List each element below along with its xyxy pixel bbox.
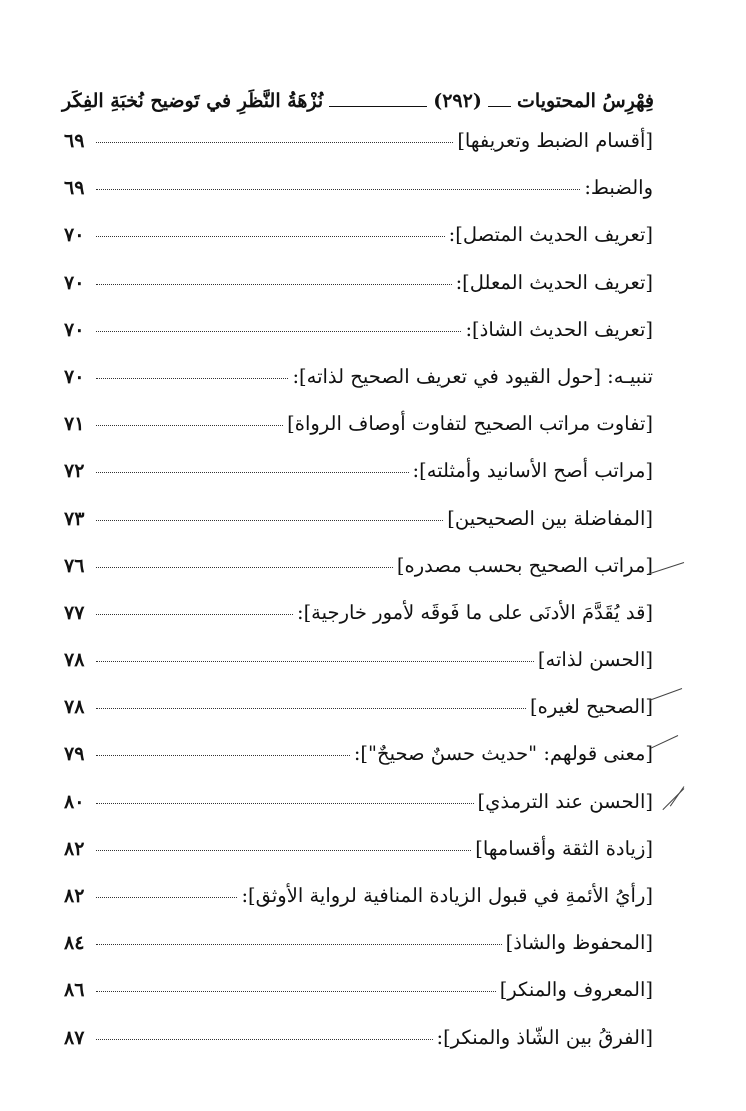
toc-entry xyxy=(64,742,653,789)
toc-entry xyxy=(64,459,653,506)
dot-leader xyxy=(96,236,445,237)
entry-title: [معنى قولهم: "حديث حسنٌ صحيحٌ"]: xyxy=(353,742,653,766)
entry-title: [المعروف والمنكر] xyxy=(499,978,653,1002)
book-title: نُزْهَةُ النَّظَرِ في تَوضيح نُخبَةِ الفِكَر xyxy=(62,90,324,112)
entry-page-number: ٧٦ xyxy=(64,554,85,577)
entry-title: [الفرقُ بين الشّاذ والمنكر]: xyxy=(436,1025,653,1049)
toc-entry xyxy=(64,1026,653,1073)
entry-page-number: ٧٠ xyxy=(64,271,85,294)
dot-leader xyxy=(96,850,471,851)
entry-title: [مراتب الصحيح بحسب مصدره] xyxy=(396,553,653,577)
header-rule-left xyxy=(329,106,427,107)
entry-page-number: ٧٠ xyxy=(64,318,85,341)
entry-title: [المحفوظ والشاذ] xyxy=(505,931,653,955)
dot-leader xyxy=(96,755,350,756)
section-title: فِهْرِسُ المحتويات xyxy=(517,90,654,112)
toc-entry xyxy=(64,648,653,695)
entry-page-number: ٧٨ xyxy=(64,649,85,672)
entry-page-number: ٧٢ xyxy=(64,460,85,483)
entry-title: [مراتب أصح الأسانيد وأمثلته]: xyxy=(412,459,653,483)
dot-leader xyxy=(96,944,502,945)
toc-entry xyxy=(64,695,653,742)
entry-page-number: ٦٩ xyxy=(64,177,85,200)
dot-leader xyxy=(96,803,474,804)
running-header xyxy=(62,84,654,118)
entry-title: [تعريف الحديث المعلل]: xyxy=(455,270,653,294)
dot-leader xyxy=(96,708,526,709)
entry-page-number: ٨٢ xyxy=(64,837,85,860)
toc-entry xyxy=(64,412,653,459)
entry-title: [رأيُ الأئمةِ في قبول الزيادة المنافية لرواية الأوثق]: xyxy=(241,884,653,907)
dot-leader xyxy=(96,661,534,662)
entry-title: [الصحيح لغيره] xyxy=(530,695,653,719)
toc-entry xyxy=(64,223,653,270)
dot-leader xyxy=(96,567,393,568)
toc-entry xyxy=(64,129,653,176)
entry-page-number: ٧٨ xyxy=(64,696,85,719)
entry-page-number: ٨٦ xyxy=(64,979,85,1002)
dot-leader xyxy=(96,520,443,521)
page-number: (٢٩٢) xyxy=(433,90,482,112)
entry-title: [تعريف الحديث الشاذ]: xyxy=(465,317,653,341)
dot-leader xyxy=(96,189,580,190)
dot-leader xyxy=(96,991,496,992)
entry-page-number: ٧٧ xyxy=(64,601,85,624)
entry-page-number: ٨٧ xyxy=(64,1026,85,1049)
entry-page-number: ٦٩ xyxy=(64,130,85,152)
entry-title: والضبط: xyxy=(584,176,653,200)
entry-title: تنبيـه: [حول القيود في تعريف الصحيح لذاته]: xyxy=(292,364,653,388)
toc-entry xyxy=(64,931,653,978)
entry-page-number: ٧١ xyxy=(64,413,85,436)
entry-title: [المفاضلة بين الصحيحين] xyxy=(447,506,653,530)
toc-entry xyxy=(64,790,653,837)
entry-page-number: ٨٢ xyxy=(64,885,85,907)
toc-entry xyxy=(64,601,653,648)
entry-page-number: ٨٤ xyxy=(64,932,85,955)
toc-entry xyxy=(64,176,653,223)
entry-title: [الحسن لذاته] xyxy=(537,648,653,672)
dot-leader xyxy=(96,142,453,143)
toc-entry xyxy=(64,365,653,412)
dot-leader xyxy=(96,425,283,426)
dot-leader xyxy=(96,614,293,615)
entry-page-number: ٧٣ xyxy=(64,507,85,530)
toc-entry xyxy=(64,837,653,884)
toc-entry xyxy=(64,318,653,365)
table-of-contents xyxy=(64,129,653,1073)
pencil-mark xyxy=(651,735,679,749)
dot-leader xyxy=(96,1039,433,1040)
dot-leader xyxy=(96,331,461,332)
entry-page-number: ٨٠ xyxy=(64,790,85,813)
toc-entry xyxy=(64,507,653,554)
entry-page-number: ٧٠ xyxy=(64,365,85,388)
dot-leader xyxy=(96,897,237,898)
entry-title: [قد يُقَدَّمَ الأدنَى على ما فَوقَه لأمور خارجية]: xyxy=(297,600,653,624)
entry-title: [زيادة الثقة وأقسامها] xyxy=(475,836,653,860)
entry-title: [تعريف الحديث المتصل]: xyxy=(448,223,653,247)
entry-page-number: ٧٩ xyxy=(64,743,85,766)
dot-leader xyxy=(96,472,409,473)
entry-page-number: ٧٠ xyxy=(64,224,85,247)
header-rule-right xyxy=(488,106,511,107)
toc-entry xyxy=(64,978,653,1025)
entry-title: [تفاوت مراتب الصحيح لتفاوت أوصاف الرواة] xyxy=(287,412,653,436)
pencil-mark xyxy=(648,562,684,575)
dot-leader xyxy=(96,284,452,285)
entry-title: [الحسن عند الترمذي] xyxy=(477,789,653,813)
entry-title: [أقسام الضبط وتعريفها] xyxy=(457,129,653,152)
toc-entry xyxy=(64,554,653,601)
pencil-mark xyxy=(650,688,682,701)
dot-leader xyxy=(96,378,288,379)
toc-entry xyxy=(64,884,653,931)
pencil-mark xyxy=(670,786,685,806)
toc-entry xyxy=(64,271,653,318)
